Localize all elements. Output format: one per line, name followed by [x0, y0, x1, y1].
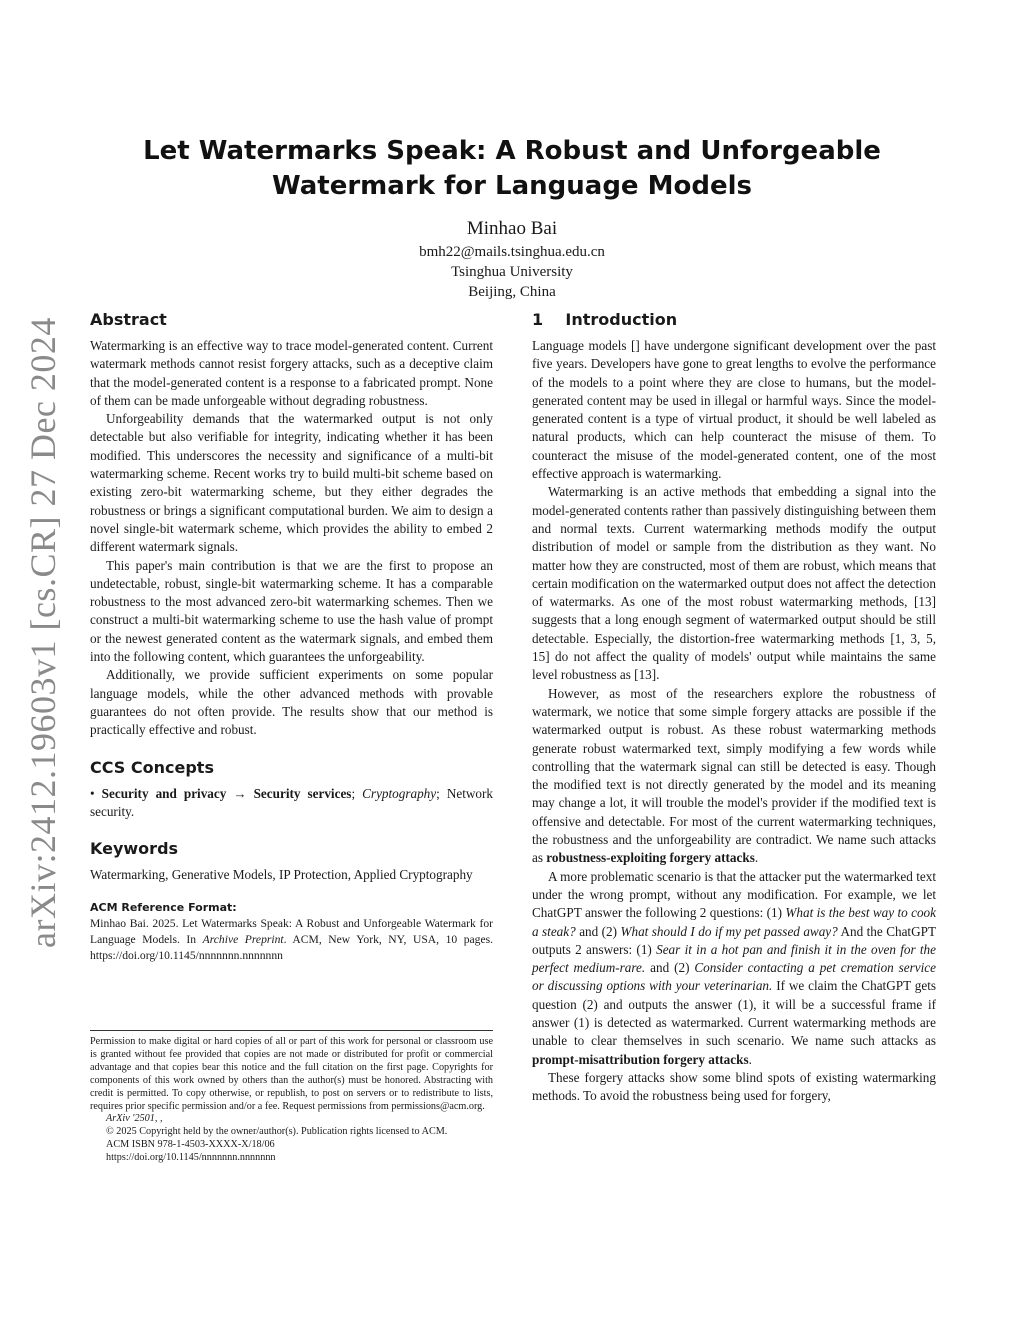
- left-column: [90, 310, 493, 964]
- introduction-heading: 1 Introduction: [532, 310, 678, 329]
- intro-text: .: [748, 1051, 752, 1067]
- intro-text: and (2): [650, 960, 690, 976]
- intro-text: .: [754, 850, 759, 866]
- intro-example: What is the best way to cook a steak?: [532, 905, 937, 939]
- intro-example: Consider contacting a pet cremation service or discussing options with your veterinarian.: [532, 960, 937, 994]
- abstract-paragraph: This paper's main contribution is that we are the first to propose an undetectable, robust, single-bit watermarking scheme. It has a comparable robustness to the most advanced zero-bit watermarking schemes. Then we construct a multi-bit watermarking scheme to use the hash value of prompt or the newest generated content as the watermark signals, and embed them into the following content, which guarantees the unforgeability.: [90, 557, 493, 665]
- intro-text: A more problematic scenario is that the attacker put the watermarked text under the wrong prompt, without any modification. For example, we let ChatGPT answer the following 2 questions: (1): [532, 868, 936, 921]
- ccs-heading: CCS Concepts: [90, 757, 214, 777]
- author-name: Minhao Bai: [466, 218, 558, 239]
- author-email[interactable]: bmh22@mails.tsinghua.edu.cn: [419, 244, 605, 260]
- ccs-concept: Security and privacy: [101, 785, 227, 801]
- keywords-heading: Keywords: [90, 839, 179, 859]
- copyright-line: © 2025 Copyright held by the owner/author(s). Publication rights licensed to ACM.: [106, 1126, 448, 1138]
- acm-reference-body: [90, 916, 493, 964]
- keywords-text: Watermarking, Generative Models, IP Protection, Applied Cryptography: [90, 867, 473, 883]
- intro-paragraph: These forgery attacks show some blind spots of existing watermarking methods. To avoid the robustness being used for forgery,: [532, 1069, 936, 1104]
- intro-term: prompt-misattribution forgery attacks: [532, 1051, 749, 1067]
- right-column: [532, 310, 936, 1105]
- author-location: Beijing, China: [468, 284, 556, 300]
- ccs-concept: Cryptography: [362, 785, 437, 801]
- author-affiliation: Tsinghua University: [451, 264, 573, 280]
- acm-reference-text: Minhao Bai. 2025. Let Watermarks Speak: A Robust and Unforgeable Watermark for Language Models. In: [90, 917, 493, 947]
- intro-example: Sear it in a hot pan and finish it in the oven for the perfect medium-rare.: [532, 941, 937, 976]
- abstract-paragraph: Unforgeability demands that the watermarked output is not only detectable but also verifiable for integrity, indicating whether it has been modified. This underscores the necessity and significance of a multi-bit watermarking scheme. Recent works try to build multi-bit scheme based on existing zero-bit watermarking scheme, but they either degrades the robustness or brings a significant computational burden. We aim to design a novel single-bit watermark scheme, which provides the ability to embed 2 different watermark signals.: [90, 411, 493, 555]
- doi-link[interactable]: https://doi.org/10.1145/nnnnnnn.nnnnnnn: [106, 1152, 276, 1164]
- intro-paragraph: Language models [] have undergone significant development over the past five years. Developers have gone to great lengths to evolve the performance of the models to a point where they are close to humans, but the model-generated content may be used in illegal or harmful ways. Since the model-generated content is a type of virtual product, it should be well labeled as natural products, which can help counteract the misuse of them. To counteract the misuse of the model-generated content, one of the most effective approach is watermarking.: [532, 338, 936, 482]
- abstract-heading: Abstract: [90, 310, 167, 329]
- intro-term: robustness-exploiting forgery attacks: [546, 850, 755, 866]
- abstract-paragraph: Watermarking is an effective way to trace model-generated content. Current watermark methods cannot resist forgery attacks, such as a deceptive claim that the model-generated content is a response to a fabricated prompt. None of them can be made unforgeable without degrading robustness.: [90, 338, 493, 408]
- isbn-line: ACM ISBN 978-1-4503-XXXX-X/18/06: [106, 1139, 275, 1151]
- ccs-concept: Network security.: [90, 785, 493, 819]
- abstract-paragraph: Additionally, we provide sufficient experiments on some popular language models, while the other advanced methods with provable guarantees do not often provide. The results show that our method is practically effective and robust.: [90, 667, 493, 738]
- intro-example: What should I do if my pet passed away?: [620, 923, 838, 939]
- arxiv-identifier: arXiv:2412.19603v1 [cs.CR] 27 Dec 2024: [23, 317, 63, 948]
- permission-text: Permission to make digital or hard copies of all or part of this work for personal or classroom use is granted without fee provided that copies are not made or distributed for profit or commercial advantage and that copies bear this notice and the full citation on the first page. Copyrights for components of this work owned by others than the author(s) must be honored. Abstracting with credit is permitted. To copy otherwise, or republish, to post on servers or to redistribute to lists, requires prior specific permission and/or a fee. Request permissions from permissions@acm.org.: [90, 1036, 493, 1112]
- intro-text: However, as most of the researchers explore the robustness of watermark, we notice that some simple forgery attacks are possible if the watermarked output is robust. As these robust watermarking methods generate robust watermarked text, simply modifying a few words while controlling that the watermark signal can still be detected is easy. Though the modified text is not directly generated by the model and its meaning may change a lot, it will trouble the model's provider if the modified text is offensive and detectable. For most of the current watermarking techniques, the robustness and the unforgeability are contradict. We name such attacks as: [532, 685, 936, 866]
- acm-reference-venue: Archive Preprint: [202, 933, 284, 947]
- ccs-arrow: →: [233, 785, 247, 801]
- intro-text: If we claim the ChatGPT gets question (2) and outputs the answer (1), it will be a successful frame if answer (1) is detected as watermarked. Current watermarking methods are unable to clear themselves in such scenario. We name such attacks as: [532, 978, 937, 1049]
- intro-paragraph: Watermarking is an active methods that embedding a signal into the model-generated contents rather than passively distinguishing between them and normal texts. Current watermarking methods modify the output distribution of model or sample from the distribution as they want. No matter how they are constructed, most of them are robust, which means that certain modification on the watermarked output does not affect the detection of watermarks. As one of the most robust watermarking methods, [13] suggests that a long enough segment of watermarked output should be still detectable. Especially, the distortion-free watermarking methods [1, 3, 5, 15] do not affect the quality of models' output while maintains the same level robustness as [13].: [532, 484, 936, 683]
- author-block: [0, 216, 1024, 302]
- intro-paragraph: [532, 868, 936, 1069]
- intro-text: and (2): [579, 923, 618, 939]
- venue-line: [90, 1113, 493, 1126]
- paper-title: Let Watermarks Speak: A Robust and Unforgeable Watermark for Language Models: [143, 136, 881, 201]
- ccs-separator: ;: [351, 785, 356, 801]
- ccs-separator: ;: [436, 785, 440, 801]
- abstract-body: [90, 337, 493, 740]
- ccs-concepts: [90, 785, 493, 822]
- permission-footnote: [90, 1030, 493, 1165]
- ccs-concept: Security services: [253, 785, 352, 801]
- intro-paragraph: [532, 685, 936, 868]
- acm-reference-doi[interactable]: . ACM, New York, NY, USA, 10 pages. https://doi.org/10.1145/nnnnnnn.nnnnnnn: [90, 933, 494, 963]
- acm-reference-heading: ACM Reference Format:: [90, 901, 237, 915]
- intro-text: And the ChatGPT outputs 2 answers: (1): [532, 923, 937, 957]
- ccs-bullet: •: [90, 785, 95, 801]
- venue-text: ArXiv '2501, ,: [106, 1113, 163, 1125]
